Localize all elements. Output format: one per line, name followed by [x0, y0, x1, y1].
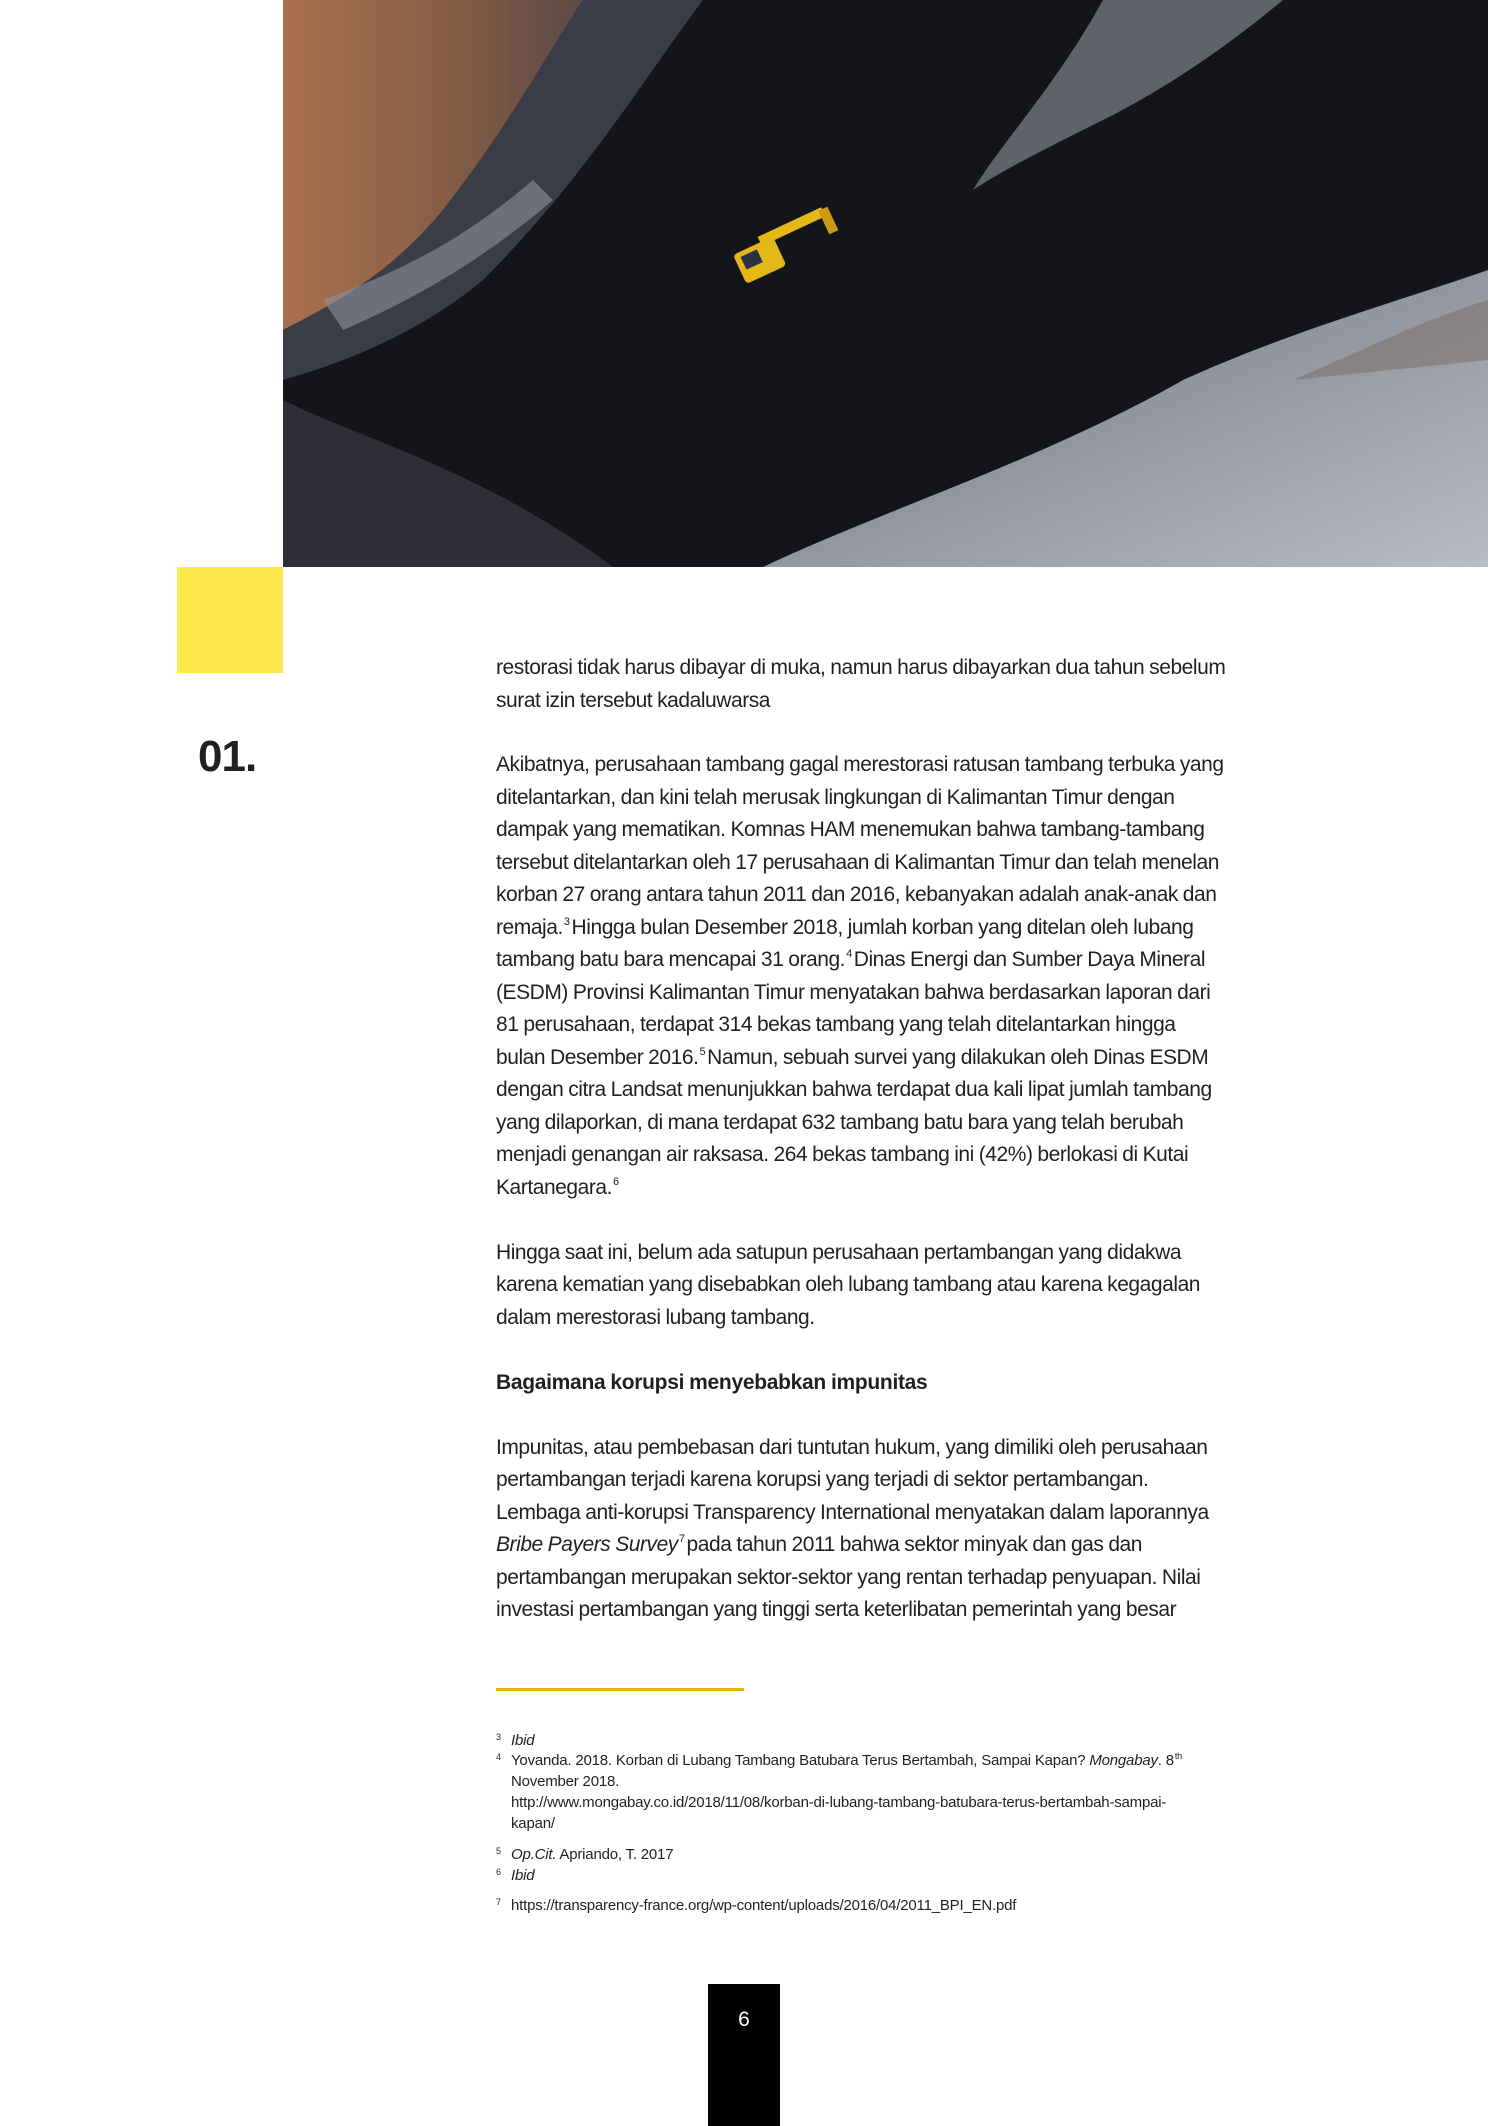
footnote-number: 6 — [496, 1867, 501, 1877]
footnote-ref[interactable]: 3 — [563, 916, 570, 928]
paragraph-line — [496, 915, 1193, 941]
text: Dinas Energi dan Sumber Daya Mineral — [853, 948, 1206, 971]
paragraph-line: tersebut ditelantarkan oleh 17 perusahaan di Kalimantan Timur dan telah menelan — [496, 851, 1219, 874]
text: remaja. — [496, 916, 563, 939]
footnote-ref[interactable]: 6 — [613, 1176, 619, 1188]
page-number-box — [708, 1984, 780, 2126]
paragraph-line: restorasi tidak harus dibayar di muka, namun harus dibayarkan dua tahun sebelum — [496, 656, 1226, 679]
footnote-link[interactable]: kapan/ — [511, 1815, 555, 1832]
footnote-source: Mongabay — [1089, 1752, 1158, 1769]
report-title: Bribe Payers Survey — [496, 1533, 678, 1556]
footnote-number: 3 — [496, 1732, 501, 1742]
footnote-text: Ibid — [511, 1732, 535, 1749]
ordinal-suffix: th — [1174, 1751, 1182, 1761]
paragraph-line: (ESDM) Provinsi Kalimantan Timur menyatakan bahwa berdasarkan laporan dari — [496, 981, 1211, 1004]
mine-aerial-photo — [283, 0, 1488, 567]
excavator-photo-icon — [283, 0, 1488, 567]
paragraph-line: karena kematian yang disebabkan oleh lubang tambang atau karena kegagalan — [496, 1273, 1201, 1296]
yellow-accent-square — [177, 567, 283, 673]
chapter-number: 01. — [198, 732, 257, 781]
paragraph-line: pertambangan merupakan sektor-sektor yang rentan terhadap penyuapan. Nilai — [496, 1566, 1201, 1589]
paragraph-line: korban 27 orang antara tahun 2011 dan 2016, kebanyakan adalah anak-anak dan — [496, 883, 1217, 906]
paragraph-line: Impunitas, atau pembebasan dari tuntutan hukum, yang dimiliki oleh perusahaan — [496, 1436, 1208, 1459]
text: Hingga bulan Desember 2018, jumlah korban yang ditelan oleh lubang — [571, 916, 1194, 939]
footnote-number: 7 — [496, 1897, 501, 1907]
paragraph-line: pertambangan terjadi karena korupsi yang terjadi di sektor pertambangan. — [496, 1468, 1149, 1491]
paragraph-line: investasi pertambangan yang tinggi serta keterlibatan pemerintah yang besar — [496, 1598, 1177, 1621]
footnote-text: Yovanda. 2018. Korban di Lubang Tambang Batubara Terus Bertambah, Sampai Kapan? — [511, 1752, 1086, 1769]
footnote-ref[interactable]: 7 — [678, 1533, 685, 1545]
paragraph-line: dampak yang mematikan. Komnas HAM menemukan bahwa tambang-tambang — [496, 818, 1205, 841]
footnote-italic: Op.Cit. — [511, 1846, 557, 1863]
footnote-link[interactable]: https://transparency-france.org/wp-content/uploads/2016/04/2011_BPI_EN.pdf — [511, 1897, 1017, 1914]
footnote-text: November 2018. — [511, 1773, 620, 1790]
footnote-ref[interactable]: 4 — [846, 948, 852, 960]
paragraph-line — [496, 1175, 621, 1201]
text: Kartanegara. — [496, 1176, 613, 1199]
footnote-text: Ibid — [511, 1867, 535, 1884]
footnote-number: 4 — [496, 1752, 501, 1762]
footnote-ref[interactable]: 5 — [699, 1046, 706, 1058]
paragraph-line: ditelantarkan, dan kini telah merusak lingkungan di Kalimantan Timur dengan — [496, 786, 1175, 809]
paragraph-line: 81 perusahaan, terdapat 314 bekas tambang yang telah ditelantarkan hingga — [496, 1013, 1176, 1036]
paragraph-line: Hingga saat ini, belum ada satupun perusahaan pertambangan yang didakwa — [496, 1241, 1182, 1264]
paragraph-line: Lembaga anti-korupsi Transparency International menyatakan dalam laporannya — [496, 1501, 1209, 1524]
paragraph-line: dalam merestorasi lubang tambang. — [496, 1306, 815, 1329]
paragraph-line: menjadi genangan air raksasa. 264 bekas tambang ini (42%) berlokasi di Kutai — [496, 1143, 1189, 1166]
footnote-date: . 8 — [1157, 1752, 1174, 1769]
text: Namun, sebuah survei yang dilakukan oleh Dinas ESDM — [707, 1046, 1209, 1069]
paragraph-line: yang dilaporkan, di mana terdapat 632 tambang batu bara yang telah berubah — [496, 1111, 1184, 1134]
footnote-text: Apriando, T. 2017 — [556, 1846, 674, 1863]
paragraph-line: Akibatnya, perusahaan tambang gagal merestorasi ratusan tambang terbuka yang — [496, 753, 1224, 776]
paragraph-line: dengan citra Landsat menunjukkan bahwa terdapat dua kali lipat jumlah tambang — [496, 1078, 1212, 1101]
footnote-number: 5 — [496, 1846, 501, 1856]
footnote-link[interactable]: http://www.mongabay.co.id/2018/11/08/korban-di-lubang-tambang-batubara-terus-bertambah-sampai- — [511, 1794, 1167, 1811]
section-heading: Bagaimana korupsi menyebabkan impunitas — [496, 1371, 928, 1394]
text: bulan Desember 2016. — [496, 1046, 699, 1069]
text: pada tahun 2011 bahwa sektor minyak dan gas dan — [686, 1533, 1143, 1556]
paragraph-line: surat izin tersebut kadaluwarsa — [496, 689, 771, 712]
footnote-divider — [496, 1688, 744, 1691]
paragraph-line — [496, 947, 1205, 973]
paragraph-line — [496, 1532, 1142, 1558]
page-number: 6 — [738, 2008, 750, 2031]
text: tambang batu bara mencapai 31 orang. — [496, 948, 846, 971]
paragraph-line — [496, 1045, 1208, 1071]
